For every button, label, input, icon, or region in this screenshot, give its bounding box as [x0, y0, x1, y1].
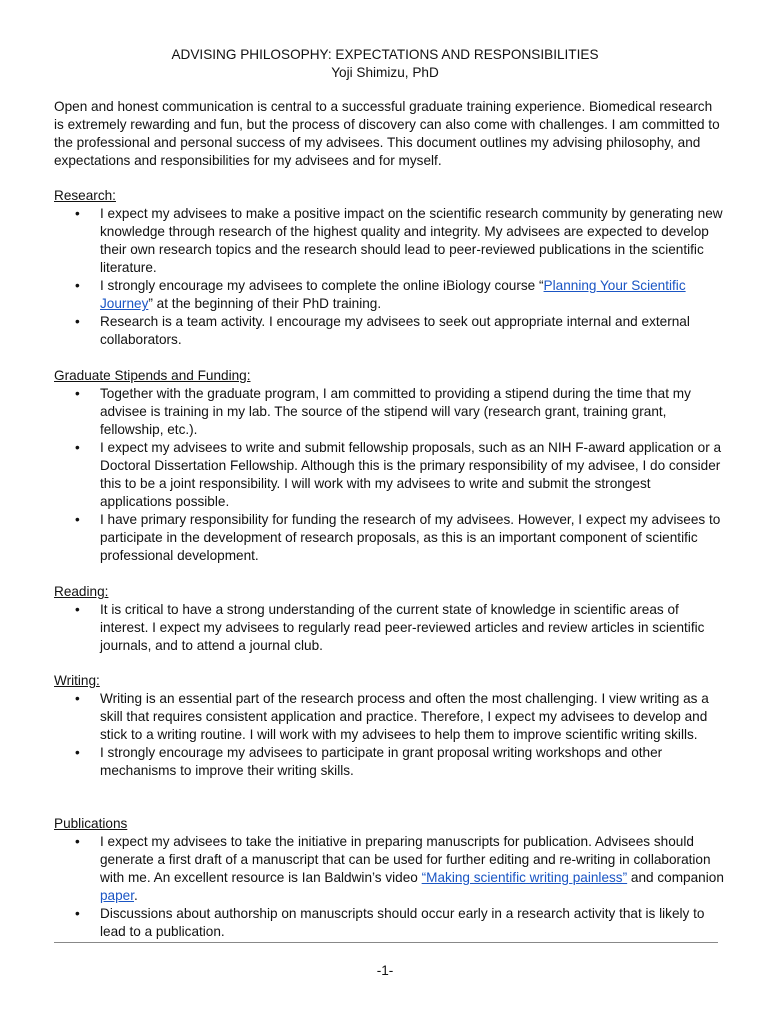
scientific-writing-video-link[interactable]: “Making scientific writing painless”	[421, 870, 628, 885]
list-item: • Discussions about authorship on manuscripts should occur early in a research activity that is likely to lead to a publication.	[75, 906, 705, 939]
section-reading	[54, 583, 724, 655]
funding-list	[54, 385, 724, 565]
bullet-icon: •	[75, 512, 80, 527]
page-number: -1-	[376, 963, 394, 978]
list-item: • I strongly encourage my advisees to participate in grant proposal writing workshops and other mechanisms to improve their writing skills.	[75, 745, 663, 778]
bullet-icon: •	[75, 278, 80, 293]
list-item: • I expect my advisees to write and submit fellowship proposals, such as an NIH F-award application or a Doctoral Dissertation Fellowship. Although this is the primary responsibility of my advisee, I do consider this to be a joint responsibility. I will work with my advisees to write and submit the strongest applications possible.	[75, 440, 722, 509]
bullet-icon: •	[75, 745, 80, 760]
list-item: • It is critical to have a strong understanding of the current state of knowledge in scientific areas of interest. I expect my advisees to regularly read peer-reviewed articles and review articles in scientific journals, and to attend a journal club.	[75, 602, 705, 653]
list-item: • Together with the graduate program, I am committed to providing a stipend during the time that my advisee is training in my lab. The source of the stipend will vary (research grant, training grant, fellowship, etc.).	[75, 386, 691, 437]
ibiology-course-link[interactable]: Planning Your Scientific Journey	[100, 278, 686, 311]
section-heading-publications: Publications	[54, 816, 128, 831]
section-heading-research: Research:	[54, 188, 116, 203]
bullet-icon: •	[75, 440, 80, 455]
list-item: • I have primary responsibility for funding the research of my advisees. However, I expect my advisees to participate in the development of research proposals, as this is an important component of scientific professional development.	[75, 512, 721, 563]
list-item: • I strongly encourage my advisees to complete the online iBiology course “Planning Your Scientific Journey” at the beginning of their PhD training.	[75, 278, 686, 311]
bullet-icon: •	[75, 602, 80, 617]
bullet-icon: •	[75, 691, 80, 706]
companion-paper-link[interactable]: paper	[100, 888, 135, 903]
bullet-icon: •	[75, 314, 80, 329]
publications-list	[54, 833, 724, 941]
list-item: • Research is a team activity. I encourage my advisees to seek out appropriate internal and external collaborators.	[75, 314, 690, 347]
intro-paragraph: Open and honest communication is central to a successful graduate training experience. Biomedical research is extremely rewarding and fun, but the process of discovery can also come with challenges. I am committed to the professional and personal success of my advisees. This document outlines my advising philosophy, and expectations and responsibilities for my advisees and for myself.	[54, 99, 720, 168]
bullet-icon: •	[75, 906, 80, 921]
list-item: • I expect my advisees to make a positive impact on the scientific research community by generating new knowledge through research of the highest quality and integrity. My advisees are expected to develop their own research topics and the research should lead to peer-reviewed publications in the scientific literature.	[75, 206, 723, 275]
bullet-icon: •	[75, 834, 80, 849]
section-heading-writing: Writing:	[54, 673, 100, 688]
section-funding	[54, 367, 724, 565]
section-publications	[54, 815, 724, 941]
section-research	[54, 187, 724, 349]
footer-divider	[54, 942, 718, 943]
document-author: Yoji Shimizu, PhD	[331, 65, 439, 80]
section-heading-reading: Reading:	[54, 584, 109, 599]
document-title: ADVISING PHILOSOPHY: EXPECTATIONS AND RESPONSIBILITIES	[171, 47, 599, 62]
section-heading-funding: Graduate Stipends and Funding:	[54, 368, 251, 383]
list-item: • Writing is an essential part of the research process and often the most challenging. I view writing as a skill that requires consistent application and practice. Therefore, I expect my advisees to develop and stick to a writing routine. I will work with my advisees to help them to improve scientific writing skills.	[75, 691, 709, 742]
research-list	[54, 205, 724, 349]
list-item: • I expect my advisees to take the initiative in preparing manuscripts for publication. Advisees should generate a first draft of a manuscript that can be used for further editing and re-writing in collaboration with me. An excellent resource is Ian Baldwin’s video “Making scientific writing painless” and companion paper.	[75, 834, 724, 903]
reading-list	[54, 601, 724, 655]
bullet-icon: •	[75, 206, 80, 221]
section-writing	[54, 672, 724, 780]
writing-list	[54, 690, 724, 780]
bullet-icon: •	[75, 386, 80, 401]
